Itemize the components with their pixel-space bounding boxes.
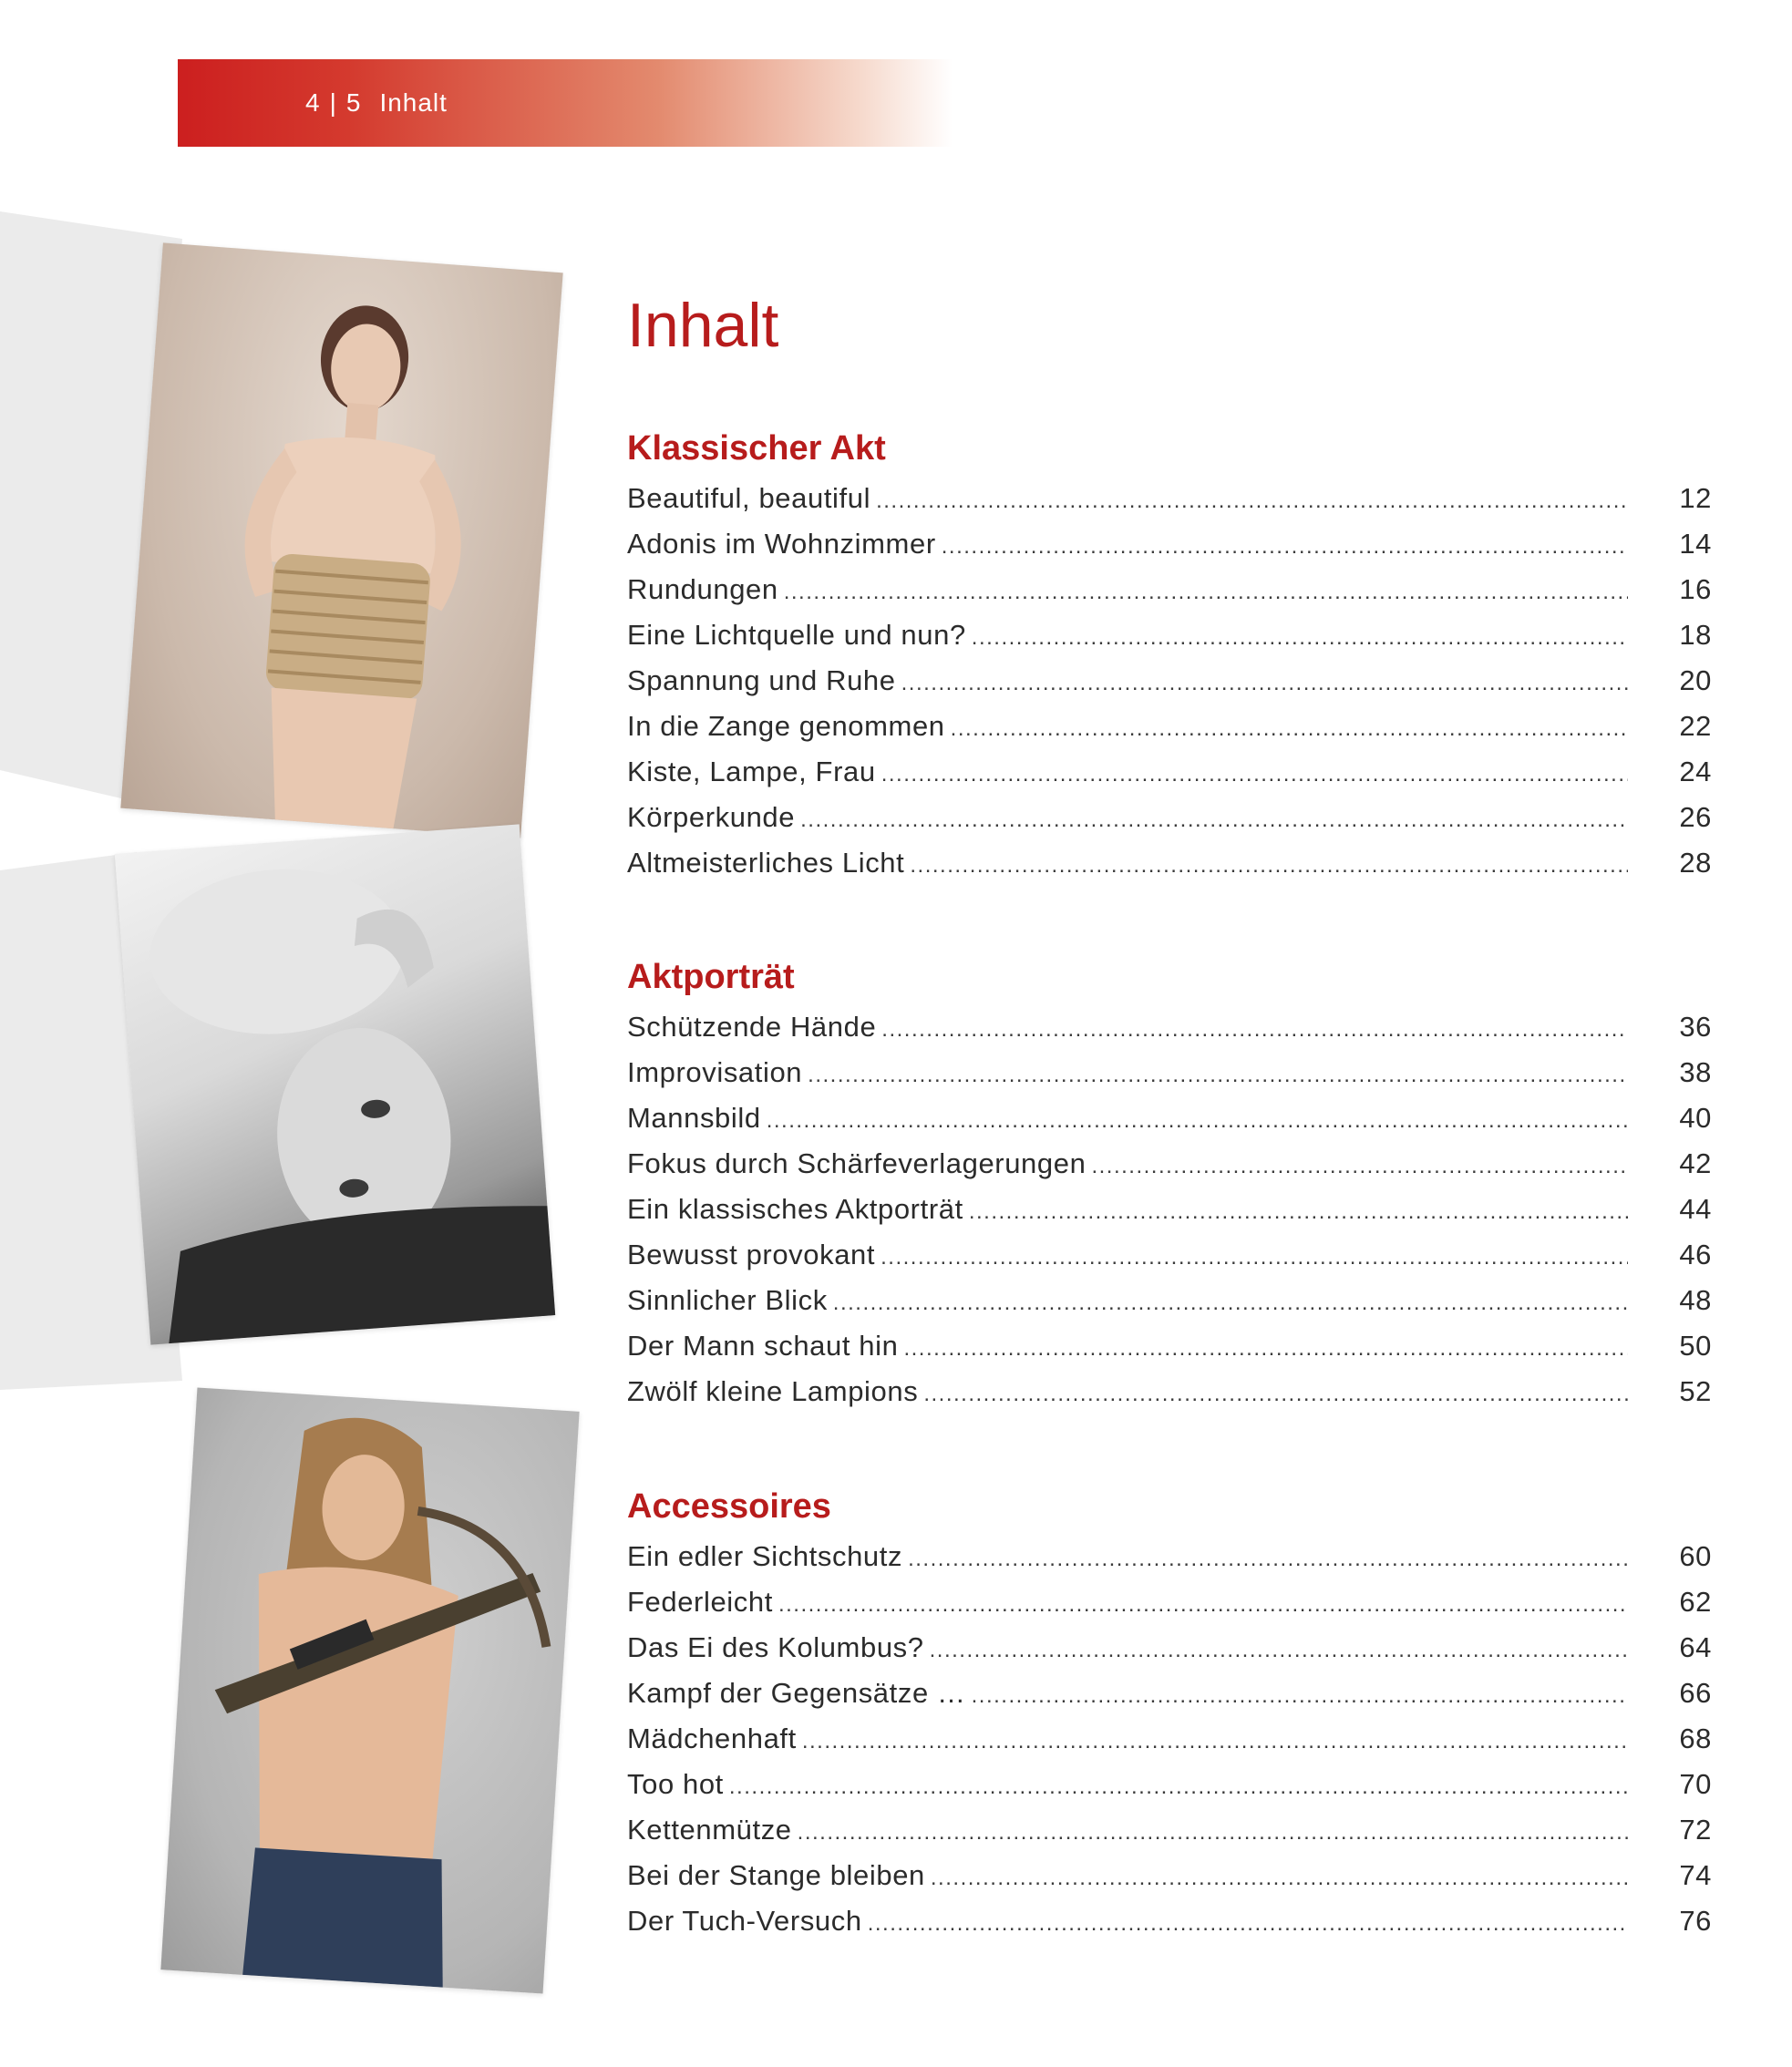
running-header (178, 59, 953, 147)
toc-dot-leader (784, 570, 1628, 615)
toc-entry-title: Sinnlicher Blick (627, 1284, 828, 1316)
running-header-text (305, 59, 448, 147)
toc-entry-page-number: 60 (1679, 1540, 1712, 1572)
toc-entry (627, 1716, 1712, 1762)
toc-entry-title: Adonis im Wohnzimmer (627, 528, 936, 560)
toc-dot-leader (972, 1673, 1628, 1719)
toc-entry-title: Der Mann schaut hin (627, 1330, 899, 1362)
toc-entry-page-number: 70 (1679, 1768, 1712, 1800)
toc-entry-title: Beautiful, beautiful (627, 482, 871, 514)
toc-entry-page-number: 38 (1679, 1056, 1712, 1088)
toc-dot-leader (798, 1810, 1628, 1856)
section-heading: Klassischer Akt (627, 429, 886, 468)
page-number-left: 4 (305, 88, 321, 117)
toc-entry (627, 1323, 1712, 1369)
toc-entry-page-number: 18 (1679, 619, 1712, 651)
toc-section (627, 1479, 1712, 1944)
toc-entry (627, 1671, 1712, 1716)
toc-entry-title: Kettenmütze (627, 1814, 792, 1846)
toc-entry-title: Der Tuch-Versuch (627, 1905, 862, 1937)
toc-dot-leader (833, 1280, 1628, 1326)
toc-entry-title: Kampf der Gegensätze … (627, 1677, 966, 1709)
toc-dot-leader (778, 1582, 1628, 1628)
toc-dot-leader (969, 1189, 1628, 1235)
toc-entry (627, 476, 1712, 521)
toc-entry-title: Schützende Hände (627, 1011, 877, 1043)
toc-entry-page-number: 72 (1679, 1814, 1712, 1846)
toc-entry-title: Spannung und Ruhe (627, 664, 896, 696)
toc-entry-title: Altmeisterliches Licht (627, 847, 905, 879)
toc-dot-leader (868, 1901, 1628, 1947)
toc-entry-page-number: 66 (1679, 1677, 1712, 1709)
toc-entry-title: Rundungen (627, 573, 778, 605)
toc-entry (627, 567, 1712, 612)
toc-entry-title: Federleicht (627, 1586, 773, 1618)
toc-entry-page-number: 28 (1679, 847, 1712, 879)
photo-rope-portrait (120, 242, 562, 838)
toc-dot-leader (808, 1053, 1628, 1098)
toc-entry (627, 1625, 1712, 1671)
toc-entry (627, 749, 1712, 795)
toc-entry-title: In die Zange genommen (627, 710, 945, 742)
toc-entry-page-number: 12 (1679, 482, 1712, 514)
section-heading: Accessoires (627, 1487, 831, 1526)
toc-dot-leader (881, 752, 1628, 797)
toc-entry-list (627, 1534, 1712, 1944)
photo-lying-portrait (115, 824, 555, 1344)
toc-entry (627, 1095, 1712, 1141)
page-number-separator: | (329, 88, 337, 117)
toc-entry-title: Körperkunde (627, 801, 796, 833)
toc-entry-title: Improvisation (627, 1056, 803, 1088)
toc-dot-leader (881, 1007, 1628, 1053)
toc-entry-page-number: 24 (1679, 756, 1712, 787)
toc-entry-title: Ein edler Sichtschutz (627, 1540, 903, 1572)
toc-entry-page-number: 64 (1679, 1631, 1712, 1663)
toc-section (627, 421, 1712, 886)
toc-entry-page-number: 74 (1679, 1859, 1712, 1891)
toc-entry (627, 1050, 1712, 1095)
toc-entry-page-number: 50 (1679, 1330, 1712, 1362)
toc-entry-title: Bewusst provokant (627, 1239, 876, 1270)
toc-dot-leader (923, 1372, 1628, 1417)
toc-entry (627, 521, 1712, 567)
toc-entry-title: Eine Lichtquelle und nun? (627, 619, 966, 651)
toc-entry-page-number: 68 (1679, 1722, 1712, 1754)
toc-entry-title: Mädchenhaft (627, 1722, 797, 1754)
toc-entry-page-number: 42 (1679, 1147, 1712, 1179)
toc-dot-leader (881, 1235, 1628, 1280)
toc-entry-page-number: 46 (1679, 1239, 1712, 1270)
toc-entry-page-number: 20 (1679, 664, 1712, 696)
toc-dot-leader (930, 1628, 1628, 1673)
toc-entry (627, 1187, 1712, 1232)
toc-entry (627, 1369, 1712, 1414)
toc-entry (627, 1853, 1712, 1898)
toc-entry-title: Kiste, Lampe, Frau (627, 756, 876, 787)
toc-dot-leader (800, 797, 1628, 843)
toc-entry-title: Zwölf kleine Lampions (627, 1375, 919, 1407)
toc-entry (627, 1141, 1712, 1187)
toc-dot-leader (942, 524, 1628, 570)
toc-entry (627, 1278, 1712, 1323)
toc-dot-leader (901, 661, 1628, 706)
toc-entry (627, 1232, 1712, 1278)
toc-dot-leader (931, 1856, 1628, 1901)
toc-entry-page-number: 44 (1679, 1193, 1712, 1225)
toc-entry (627, 1807, 1712, 1853)
toc-entry-page-number: 48 (1679, 1284, 1712, 1316)
toc-entry-list (627, 1004, 1712, 1414)
toc-dot-leader (802, 1719, 1628, 1764)
photo-crossbow-portrait (160, 1387, 579, 1993)
toc-dot-leader (1091, 1144, 1628, 1189)
toc-entry-title: Ein klassisches Aktporträt (627, 1193, 963, 1225)
toc-entry (627, 1579, 1712, 1625)
toc-entry (627, 1762, 1712, 1807)
toc-entry (627, 1004, 1712, 1050)
toc-entry-page-number: 62 (1679, 1586, 1712, 1618)
toc-entry-page-number: 52 (1679, 1375, 1712, 1407)
toc-entry-page-number: 76 (1679, 1905, 1712, 1937)
toc-entry-title: Fokus durch Schärfeverlagerungen (627, 1147, 1087, 1179)
toc-entry-list (627, 476, 1712, 886)
toc-dot-leader (729, 1764, 1628, 1810)
toc-entry (627, 1534, 1712, 1579)
toc-entry-title: Too hot (627, 1768, 724, 1800)
page-title: Inhalt (627, 291, 779, 360)
toc-entry-page-number: 36 (1679, 1011, 1712, 1043)
toc-entry-page-number: 16 (1679, 573, 1712, 605)
toc-entry (627, 612, 1712, 658)
toc-entry-title: Mannsbild (627, 1102, 761, 1134)
toc-entry-page-number: 22 (1679, 710, 1712, 742)
toc-entry-title: Das Ei des Kolumbus? (627, 1631, 924, 1663)
toc-entry (627, 840, 1712, 886)
toc-entry (627, 1898, 1712, 1944)
running-header-section: Inhalt (379, 88, 448, 117)
toc-entry-page-number: 26 (1679, 801, 1712, 833)
toc-section (627, 950, 1712, 1414)
toc-entry (627, 658, 1712, 704)
section-heading: Aktporträt (627, 958, 795, 996)
toc-dot-leader (951, 706, 1628, 752)
page-number-right: 5 (345, 88, 362, 117)
toc-dot-leader (876, 478, 1628, 524)
toc-entry (627, 795, 1712, 840)
toc-entry-page-number: 40 (1679, 1102, 1712, 1134)
toc-entry (627, 704, 1712, 749)
toc-entry-title: Bei der Stange bleiben (627, 1859, 925, 1891)
toc-dot-leader (767, 1098, 1628, 1144)
toc-entry-page-number: 14 (1679, 528, 1712, 560)
toc-dot-leader (972, 615, 1628, 661)
toc-dot-leader (908, 1537, 1628, 1582)
toc-dot-leader (903, 1326, 1628, 1372)
toc-dot-leader (910, 843, 1628, 889)
